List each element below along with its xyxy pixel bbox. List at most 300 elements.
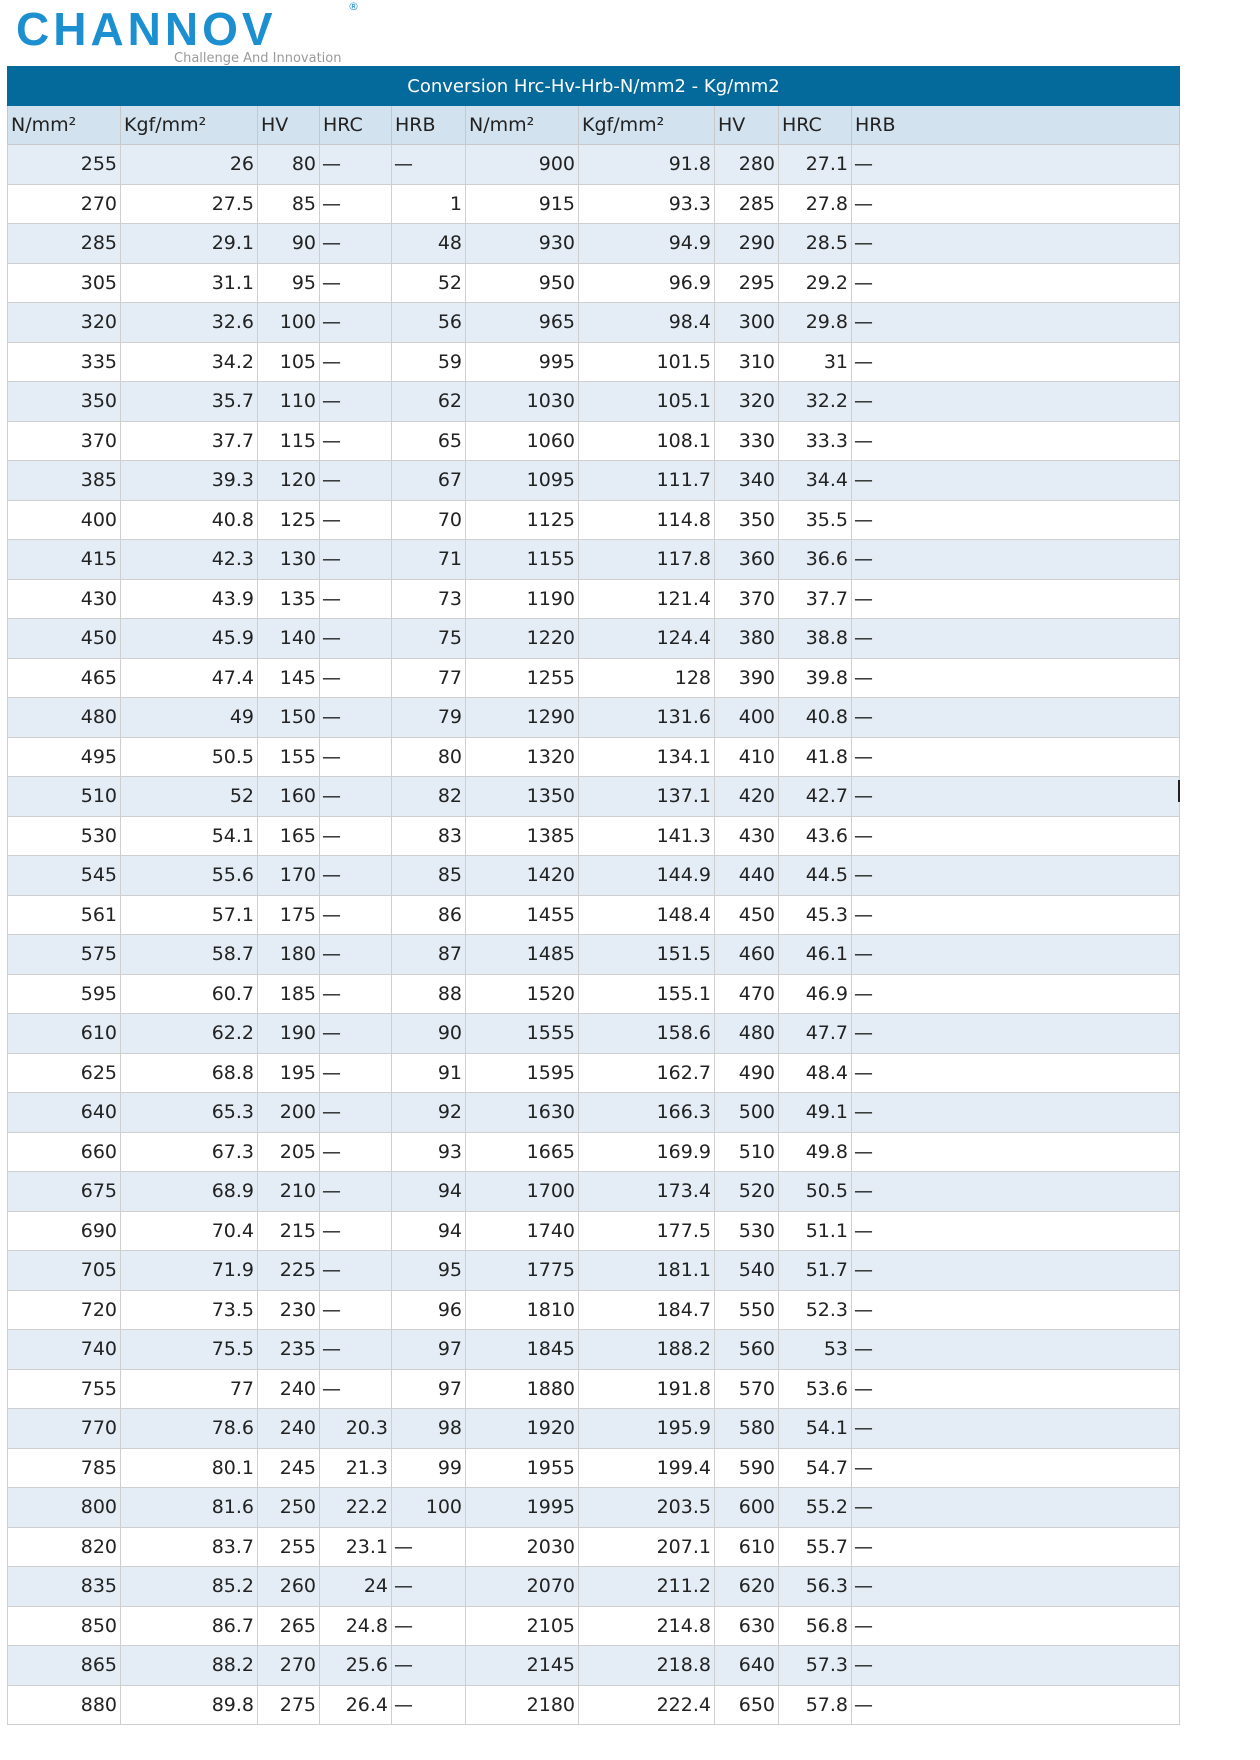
table-cell: — [852, 1488, 1180, 1528]
table-cell: 128 [579, 658, 715, 698]
table-cell: — [320, 303, 392, 343]
table-cell: 380 [715, 619, 779, 659]
table-cell: 78.6 [121, 1409, 258, 1449]
table-cell: 54.7 [779, 1448, 852, 1488]
table-cell: 300 [715, 303, 779, 343]
table-cell: 137.1 [579, 777, 715, 817]
table-cell: 90 [392, 1014, 466, 1054]
table-cell: 214.8 [579, 1606, 715, 1646]
table-cell: 148.4 [579, 895, 715, 935]
table-cell: 49 [121, 698, 258, 738]
table-cell: 85.2 [121, 1567, 258, 1607]
table-cell: 83.7 [121, 1527, 258, 1567]
table-cell: 190 [258, 1014, 320, 1054]
table-cell: 240 [258, 1369, 320, 1409]
table-cell: 1220 [466, 619, 579, 659]
table-cell: 690 [8, 1211, 121, 1251]
table-cell: 94.9 [579, 224, 715, 264]
table-cell: 295 [715, 263, 779, 303]
table-cell: — [320, 1290, 392, 1330]
table-cell: 415 [8, 540, 121, 580]
table-cell: 530 [8, 816, 121, 856]
table-cell: 90 [258, 224, 320, 264]
table-cell: 68.9 [121, 1172, 258, 1212]
table-row [8, 1369, 1180, 1409]
table-cell: — [392, 1646, 466, 1686]
table-row [8, 1646, 1180, 1686]
table-row [8, 816, 1180, 856]
table-cell: 75 [392, 619, 466, 659]
table-cell: 141.3 [579, 816, 715, 856]
table-cell: — [852, 1172, 1180, 1212]
table-cell: — [320, 737, 392, 777]
table-row [8, 1290, 1180, 1330]
table-cell: — [320, 461, 392, 501]
table-title: Conversion Hrc-Hv-Hrb-N/mm2 - Kg/mm2 [8, 67, 1180, 106]
table-cell: — [852, 303, 1180, 343]
table-cell: 570 [715, 1369, 779, 1409]
table-cell: 207.1 [579, 1527, 715, 1567]
table-cell: 1320 [466, 737, 579, 777]
table-cell: 131.6 [579, 698, 715, 738]
table-cell: 95 [258, 263, 320, 303]
brand-tagline: Challenge And Innovation [174, 51, 342, 66]
table-cell: 222.4 [579, 1685, 715, 1725]
column-header: N/mm² [466, 106, 579, 145]
column-header: HRC [779, 106, 852, 145]
table-cell: 77 [392, 658, 466, 698]
table-cell: 29.8 [779, 303, 852, 343]
table-cell: 770 [8, 1409, 121, 1449]
table-cell: 460 [715, 935, 779, 975]
table-cell: 1060 [466, 421, 579, 461]
table-cell: — [320, 974, 392, 1014]
table-cell: 160 [258, 777, 320, 817]
table-cell: 97 [392, 1330, 466, 1370]
table-cell: 23.1 [320, 1527, 392, 1567]
table-cell: 245 [258, 1448, 320, 1488]
table-cell: 340 [715, 461, 779, 501]
table-cell: 1350 [466, 777, 579, 817]
table-cell: 45.9 [121, 619, 258, 659]
table-cell: 47.4 [121, 658, 258, 698]
table-cell: — [320, 619, 392, 659]
table-cell: 39.3 [121, 461, 258, 501]
table-cell: — [852, 1369, 1180, 1409]
table-cell: — [852, 1132, 1180, 1172]
table-row [8, 1488, 1180, 1528]
table-cell: 320 [8, 303, 121, 343]
table-cell: 91.8 [579, 145, 715, 185]
table-row [8, 1606, 1180, 1646]
table-cell: 36.6 [779, 540, 852, 580]
table-cell: 166.3 [579, 1093, 715, 1133]
table-cell: 495 [8, 737, 121, 777]
table-cell: 510 [715, 1132, 779, 1172]
table-cell: 230 [258, 1290, 320, 1330]
table-cell: 218.8 [579, 1646, 715, 1686]
table-cell: 835 [8, 1567, 121, 1607]
table-cell: 45.3 [779, 895, 852, 935]
table-cell: — [852, 540, 1180, 580]
table-row [8, 421, 1180, 461]
table-cell: 43.9 [121, 579, 258, 619]
table-cell: 335 [8, 342, 121, 382]
table-cell: 108.1 [579, 421, 715, 461]
table-cell: 265 [258, 1606, 320, 1646]
table-cell: 170 [258, 856, 320, 896]
table-cell: 70 [392, 500, 466, 540]
table-row [8, 619, 1180, 659]
table-cell: — [320, 579, 392, 619]
table-cell: 93 [392, 1132, 466, 1172]
table-cell: — [852, 1290, 1180, 1330]
table-cell: 1920 [466, 1409, 579, 1449]
column-header: N/mm² [8, 106, 121, 145]
table-cell: 165 [258, 816, 320, 856]
table-cell: 41.8 [779, 737, 852, 777]
table-cell: — [852, 579, 1180, 619]
table-cell: 57.8 [779, 1685, 852, 1725]
table-cell: 510 [8, 777, 121, 817]
table-cell: 595 [8, 974, 121, 1014]
table-cell: — [852, 224, 1180, 264]
table-cell: 35.5 [779, 500, 852, 540]
table-cell: — [392, 1567, 466, 1607]
table-cell: — [320, 382, 392, 422]
table-cell: 305 [8, 263, 121, 303]
table-cell: 31 [779, 342, 852, 382]
table-cell: 400 [715, 698, 779, 738]
table-cell: 470 [715, 974, 779, 1014]
table-cell: 145 [258, 658, 320, 698]
table-cell: 175 [258, 895, 320, 935]
table-cell: 545 [8, 856, 121, 896]
table-cell: 520 [715, 1172, 779, 1212]
table-cell: 490 [715, 1053, 779, 1093]
table-cell: 29.2 [779, 263, 852, 303]
table-cell: — [852, 619, 1180, 659]
table-cell: 400 [8, 500, 121, 540]
table-row [8, 1567, 1180, 1607]
table-cell: — [320, 1330, 392, 1370]
table-cell: — [320, 777, 392, 817]
table-cell: — [852, 935, 1180, 975]
table-cell: 620 [715, 1567, 779, 1607]
table-cell: 24 [320, 1567, 392, 1607]
table-cell: 280 [715, 145, 779, 185]
table-cell: 125 [258, 500, 320, 540]
table-cell: — [320, 1132, 392, 1172]
table-cell: 1595 [466, 1053, 579, 1093]
table-cell: 31.1 [121, 263, 258, 303]
table-cell: 320 [715, 382, 779, 422]
table-cell: 53 [779, 1330, 852, 1370]
table-cell: 25.6 [320, 1646, 392, 1686]
table-row [8, 856, 1180, 896]
table-cell: 27.1 [779, 145, 852, 185]
table-cell: 181.1 [579, 1251, 715, 1291]
table-row [8, 1330, 1180, 1370]
table-cell: 350 [8, 382, 121, 422]
table-cell: 385 [8, 461, 121, 501]
table-row [8, 895, 1180, 935]
table-cell: 111.7 [579, 461, 715, 501]
table-cell: 561 [8, 895, 121, 935]
table-cell: 124.4 [579, 619, 715, 659]
table-cell: — [320, 1172, 392, 1212]
table-cell: 22.2 [320, 1488, 392, 1528]
table-cell: — [320, 500, 392, 540]
table-cell: 199.4 [579, 1448, 715, 1488]
table-cell: 203.5 [579, 1488, 715, 1528]
table-cell: 37.7 [121, 421, 258, 461]
table-cell: — [852, 737, 1180, 777]
table-cell: 67.3 [121, 1132, 258, 1172]
table-cell: 200 [258, 1093, 320, 1133]
table-cell: 2070 [466, 1567, 579, 1607]
table-cell: — [852, 500, 1180, 540]
table-cell: 195 [258, 1053, 320, 1093]
table-cell: 530 [715, 1211, 779, 1251]
table-cell: 191.8 [579, 1369, 715, 1409]
table-cell: 2145 [466, 1646, 579, 1686]
table-cell: — [852, 895, 1180, 935]
table-cell: 1845 [466, 1330, 579, 1370]
table-cell: 20.3 [320, 1409, 392, 1449]
table-cell: 440 [715, 856, 779, 896]
table-cell: 260 [258, 1567, 320, 1607]
table-cell: 211.2 [579, 1567, 715, 1607]
table-cell: — [320, 224, 392, 264]
table-cell: 650 [715, 1685, 779, 1725]
table-row [8, 540, 1180, 580]
table-cell: 1955 [466, 1448, 579, 1488]
table-cell: 950 [466, 263, 579, 303]
table-cell: 85 [258, 184, 320, 224]
table-cell: 1995 [466, 1488, 579, 1528]
table-cell: 60.7 [121, 974, 258, 1014]
table-cell: 54.1 [779, 1409, 852, 1449]
table-cell: — [320, 658, 392, 698]
table-cell: 450 [8, 619, 121, 659]
table-cell: 820 [8, 1527, 121, 1567]
table-cell: 56.8 [779, 1606, 852, 1646]
table-cell: 640 [715, 1646, 779, 1686]
hardness-conversion-table [7, 66, 1180, 1725]
table-cell: 120 [258, 461, 320, 501]
table-cell: 180 [258, 935, 320, 975]
table-row [8, 1053, 1180, 1093]
table-cell: 600 [715, 1488, 779, 1528]
table-cell: — [852, 1448, 1180, 1488]
table-cell: 450 [715, 895, 779, 935]
table-cell: 121.4 [579, 579, 715, 619]
table-cell: 56 [392, 303, 466, 343]
table-cell: 2180 [466, 1685, 579, 1725]
table-cell: — [320, 1211, 392, 1251]
table-cell: 540 [715, 1251, 779, 1291]
table-row [8, 737, 1180, 777]
table-cell: 62 [392, 382, 466, 422]
table-cell: 140 [258, 619, 320, 659]
table-cell: 1385 [466, 816, 579, 856]
table-cell: 80 [392, 737, 466, 777]
table-cell: 285 [8, 224, 121, 264]
table-cell: — [320, 1053, 392, 1093]
table-cell: 660 [8, 1132, 121, 1172]
table-cell: 32.6 [121, 303, 258, 343]
table-cell: 62.2 [121, 1014, 258, 1054]
table-cell: 155.1 [579, 974, 715, 1014]
table-cell: 130 [258, 540, 320, 580]
table-cell: 55.2 [779, 1488, 852, 1528]
table-cell: 86.7 [121, 1606, 258, 1646]
table-cell: 370 [715, 579, 779, 619]
table-cell: 73 [392, 579, 466, 619]
table-cell: — [852, 1606, 1180, 1646]
table-row [8, 698, 1180, 738]
table-cell: 28.5 [779, 224, 852, 264]
table-row [8, 1251, 1180, 1291]
table-cell: — [852, 1093, 1180, 1133]
table-cell: 705 [8, 1251, 121, 1291]
table-row [8, 1132, 1180, 1172]
table-row [8, 658, 1180, 698]
table-cell: 99 [392, 1448, 466, 1488]
table-cell: 77 [121, 1369, 258, 1409]
column-header: HRB [852, 106, 1180, 145]
table-cell: — [392, 1606, 466, 1646]
table-cell: 49.1 [779, 1093, 852, 1133]
table-cell: 880 [8, 1685, 121, 1725]
table-cell: 1665 [466, 1132, 579, 1172]
table-cell: — [320, 856, 392, 896]
table-row [8, 1172, 1180, 1212]
table-cell: 465 [8, 658, 121, 698]
table-cell: 34.2 [121, 342, 258, 382]
table-cell: 40.8 [121, 500, 258, 540]
table-cell: 250 [258, 1488, 320, 1528]
table-cell: 54.1 [121, 816, 258, 856]
table-cell: — [852, 184, 1180, 224]
table-cell: — [852, 421, 1180, 461]
table-cell: 900 [466, 145, 579, 185]
table-cell: 675 [8, 1172, 121, 1212]
table-cell: — [852, 1251, 1180, 1291]
table-cell: — [852, 698, 1180, 738]
table-cell: 625 [8, 1053, 121, 1093]
brand-name: CHANNOV [16, 3, 277, 55]
table-cell: 82 [392, 777, 466, 817]
table-cell: 580 [715, 1409, 779, 1449]
table-cell: 740 [8, 1330, 121, 1370]
table-row [8, 461, 1180, 501]
table-cell: 550 [715, 1290, 779, 1330]
table-cell: 21.3 [320, 1448, 392, 1488]
text-cursor [1178, 780, 1180, 802]
table-cell: 630 [715, 1606, 779, 1646]
table-cell: 785 [8, 1448, 121, 1488]
column-header: Kgf/mm² [579, 106, 715, 145]
table-cell: 370 [8, 421, 121, 461]
table-cell: 52.3 [779, 1290, 852, 1330]
table-cell: — [320, 1093, 392, 1133]
table-row [8, 1685, 1180, 1725]
table-cell: 96.9 [579, 263, 715, 303]
table-cell: 92 [392, 1093, 466, 1133]
table-row [8, 974, 1180, 1014]
table-cell: 81.6 [121, 1488, 258, 1528]
table-cell: 185 [258, 974, 320, 1014]
table-cell: 68.8 [121, 1053, 258, 1093]
table-cell: — [320, 1369, 392, 1409]
column-header: HV [715, 106, 779, 145]
table-cell: 87 [392, 935, 466, 975]
table-cell: 2105 [466, 1606, 579, 1646]
table-cell: 430 [8, 579, 121, 619]
table-cell: 1095 [466, 461, 579, 501]
table-cell: 275 [258, 1685, 320, 1725]
table-cell: 480 [8, 698, 121, 738]
table-cell: 1190 [466, 579, 579, 619]
table-cell: 38.8 [779, 619, 852, 659]
table-cell: 73.5 [121, 1290, 258, 1330]
table-row [8, 1014, 1180, 1054]
table-row [8, 184, 1180, 224]
table-cell: 1255 [466, 658, 579, 698]
table-cell: 290 [715, 224, 779, 264]
table-cell: 24.8 [320, 1606, 392, 1646]
table-cell: 67 [392, 461, 466, 501]
table-cell: 88 [392, 974, 466, 1014]
table-cell: — [852, 658, 1180, 698]
table-cell: 46.9 [779, 974, 852, 1014]
table-row [8, 777, 1180, 817]
table-cell: — [852, 1053, 1180, 1093]
registered-mark: ® [348, 0, 359, 13]
table-cell: 85 [392, 856, 466, 896]
table-cell: 52 [121, 777, 258, 817]
table-cell: 52 [392, 263, 466, 303]
table-cell: 210 [258, 1172, 320, 1212]
table-cell: — [320, 1251, 392, 1291]
table-cell: 57.1 [121, 895, 258, 935]
table-cell: 270 [8, 184, 121, 224]
table-cell: 1485 [466, 935, 579, 975]
table-cell: 1520 [466, 974, 579, 1014]
table-cell: 65 [392, 421, 466, 461]
table-cell: 850 [8, 1606, 121, 1646]
table-cell: 29.1 [121, 224, 258, 264]
table-cell: — [320, 698, 392, 738]
table-cell: 285 [715, 184, 779, 224]
table-cell: 71 [392, 540, 466, 580]
table-cell: — [852, 1330, 1180, 1370]
table-cell: — [392, 145, 466, 185]
table-row [8, 1093, 1180, 1133]
table-cell: 1030 [466, 382, 579, 422]
table-cell: 1 [392, 184, 466, 224]
table-cell: 2030 [466, 1527, 579, 1567]
table-cell: 100 [258, 303, 320, 343]
column-headers [8, 106, 1180, 145]
table-cell: — [392, 1527, 466, 1567]
table-cell: — [852, 1685, 1180, 1725]
table-cell: — [852, 1211, 1180, 1251]
table-cell: 42.3 [121, 540, 258, 580]
table-cell: 575 [8, 935, 121, 975]
